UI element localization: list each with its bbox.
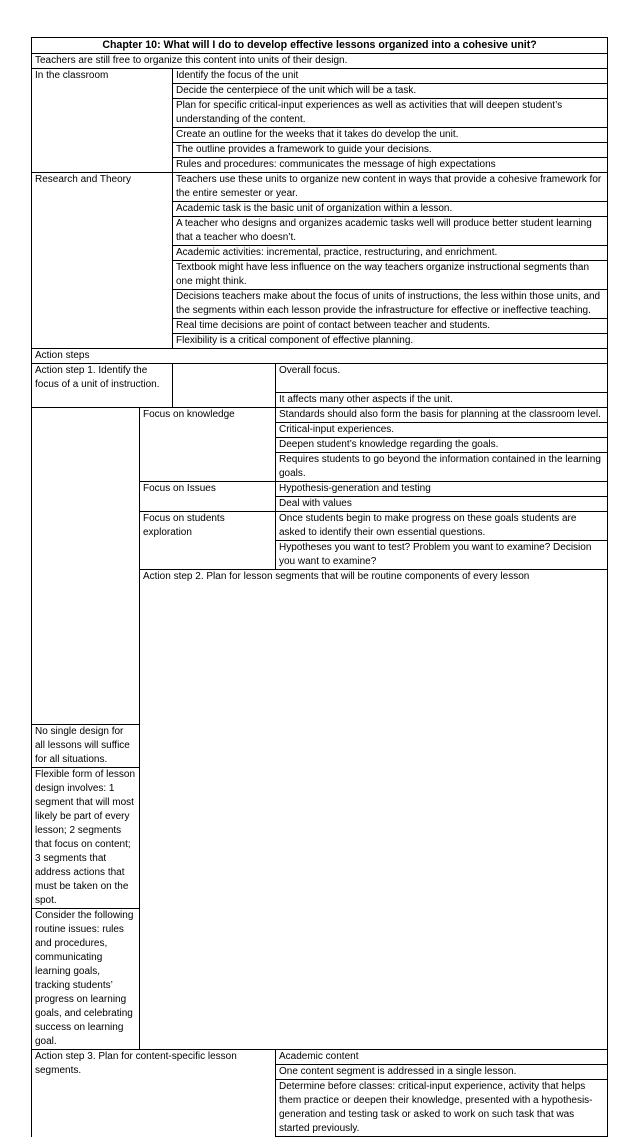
step3-row [32,1050,608,1065]
classroom-item: Identify the focus of the unit [173,69,608,84]
research-item: A teacher who designs and organizes academic tasks well will produce better student learning that a teacher who doesn’t. [173,217,608,246]
step3-item: One content segment is addressed in a single lesson. [276,1065,608,1080]
step1-row [32,364,608,393]
step3-item: Academic content [276,1050,608,1065]
step3-item: Determine before classes: critical-input experience, activity that helps them practice or deepen their knowledge, presented with a hypothesis-generation and testing task or asked to work on such task that was started previously. [276,1080,608,1137]
issues-item: Deal with values [276,497,608,512]
classroom-item: Rules and procedures: communicates the message of high expectations [173,158,608,173]
intro-text: Teachers are still free to organize this content into units of their design. [32,54,608,69]
research-item: Textbook might have less influence on the way teachers organize instructional segments than one might think. [173,261,608,290]
classroom-item: Plan for specific critical-input experiences as well as activities that will deepen student’s understanding of the content. [173,99,608,128]
classroom-label: In the classroom [32,69,173,173]
title-row [32,38,608,54]
knowledge-item: Deepen student’s knowledge regarding the goals. [276,438,608,453]
research-item: Decisions teachers make about the focus of units of instructions, the less within those units, and the segments within each lesson provide the infrastructure for effective or ineffective teaching. [173,290,608,319]
research-item: Academic activities: incremental, practice, restructuring, and enrichment. [173,246,608,261]
classroom-item: The outline provides a framework to guide your decisions. [173,143,608,158]
research-item: Real time decisions are point of contact between teacher and students. [173,319,608,334]
action-steps-row [32,349,608,364]
knowledge-item: Requires students to go beyond the information contained in the learning goals. [276,453,608,482]
research-label: Research and Theory [32,173,173,349]
knowledge-item: Critical-input experiences. [276,423,608,438]
intro-row [32,54,608,69]
classroom-row [32,69,608,84]
document [31,37,607,1137]
research-item: Teachers use these units to organize new content in ways that provide a cohesive framework for the entire semester or year. [173,173,608,202]
step3-label: Action step 3. Plan for content-specific lesson segments. [32,1050,276,1137]
group-label-issues: Focus on Issues [140,482,276,512]
knowledge-item: Standards should also form the basis for planning at the classroom level. [276,408,608,423]
step2-label: Action step 2. Plan for lesson segments that will be routine components of every lesson [140,570,608,1050]
exploration-item: Hypotheses you want to test? Problem you want to examine? Decision you want to examine? [276,541,608,570]
step2-item: Flexible form of lesson design involves: 1 segment that will most likely be part of every lesson; 2 segments that focus on content; 3 segments that address actions that must be taken on the spot. [32,768,140,909]
step1-blank-cell [173,364,276,408]
chapter-title: Chapter 10: What will I do to develop effective lessons organized into a cohesive unit? [32,38,608,54]
action-steps-heading: Action steps [32,349,608,364]
step1-label: Action step 1. Identify the focus of a unit of instruction. [32,364,173,408]
group-label-knowledge: Focus on knowledge [140,408,276,482]
step2-item: No single design for all lessons will suffice for all situations. [32,725,140,768]
step1-continuation-cell [32,408,140,725]
research-row [32,173,608,202]
step1-overall-item: Overall focus. [276,364,608,393]
issues-item: Hypothesis-generation and testing [276,482,608,497]
classroom-item: Decide the centerpiece of the unit which will be a task. [173,84,608,99]
group-label-exploration: Focus on students exploration [140,512,276,570]
research-item: Academic task is the basic unit of organization within a lesson. [173,202,608,217]
exploration-item: Once students begin to make progress on these goals students are asked to identify their own essential questions. [276,512,608,541]
classroom-item: Create an outline for the weeks that it takes do develop the unit. [173,128,608,143]
lesson-planning-table [31,37,608,1137]
step1-overall-item: It affects many other aspects if the unit. [276,393,608,408]
step2-item: Consider the following routine issues: rules and procedures, communicating learning goals, tracking students’ progress on learning goals, and celebrating success on learning goal. [32,909,140,1050]
knowledge-row [32,408,608,423]
research-item: Flexibility is a critical component of effective planning. [173,334,608,349]
